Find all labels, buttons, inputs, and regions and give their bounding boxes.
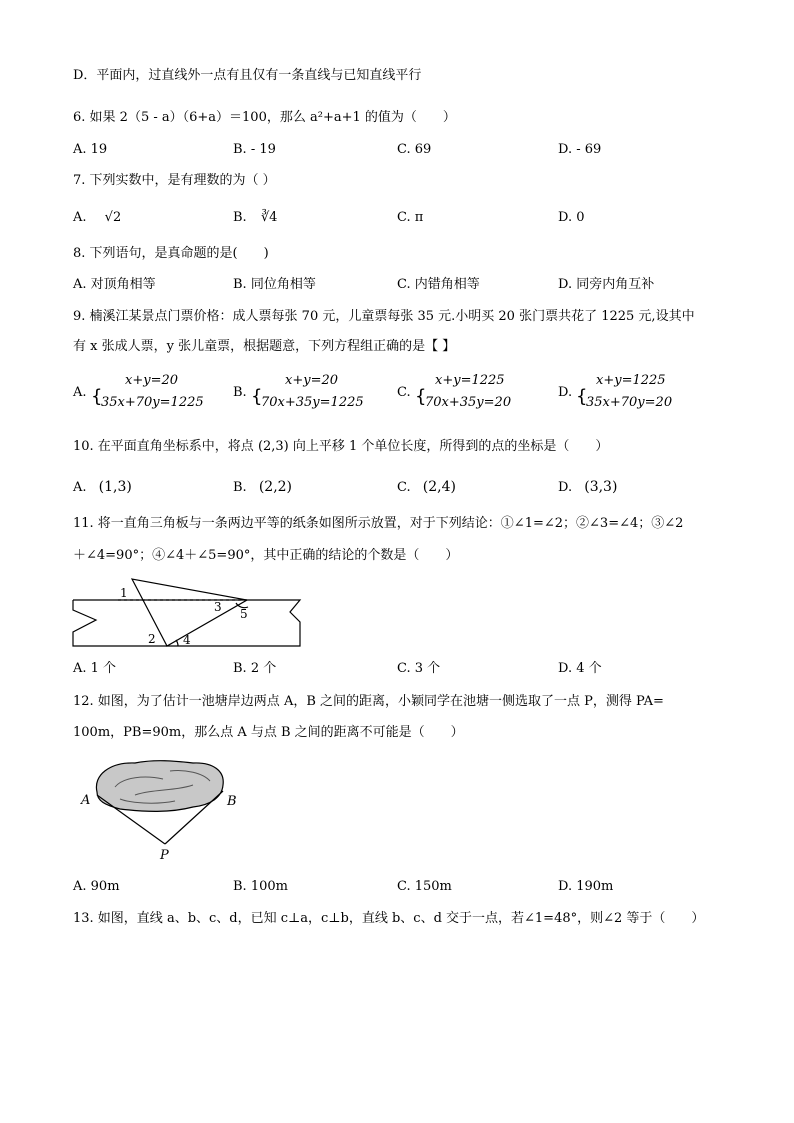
- q11-stem-line2: ＋∠4=90°；④∠4＋∠5=90°，其中正确的结论的个数是（ ）: [73, 548, 459, 563]
- q10-option-b-value: (2,2): [258, 479, 293, 495]
- q8-option-c: C. 内错角相等: [397, 277, 480, 292]
- q11-figure: [70, 575, 310, 655]
- q7-option-a-value: √2: [104, 210, 122, 225]
- q8-option-b: B. 同位角相等: [233, 277, 316, 292]
- q9-option-a-eq1: x+y=20: [125, 373, 179, 388]
- q10-option-b-label: B.: [233, 480, 247, 495]
- q11-option-b: B. 2 个: [233, 661, 277, 676]
- q10-stem: 10. 在平面直角坐标系中，将点 (2,3) 向上平移 1 个单位长度，所得到的点的坐标是（ ）: [73, 439, 609, 454]
- q6-stem: 6. 如果 2（5 - a）（6+a）＝100，那么 a²+a+1 的值为（ ）: [73, 110, 456, 125]
- q7-option-a-label: A.: [73, 210, 87, 225]
- q9-option-b-label: B.: [233, 385, 247, 400]
- q10-option-a: [73, 479, 132, 496]
- angle-3-label: 3: [214, 600, 222, 614]
- q11-option-a: A. 1 个: [73, 661, 117, 676]
- point-b-label: B: [227, 794, 237, 809]
- q10-option-a-label: A.: [73, 480, 87, 495]
- q9-option-b-eq2: 70x+35y=1225: [261, 395, 364, 410]
- q12-stem-line1: 12. 如图，为了估计一池塘岸边两点 A，B 之间的距离，小颖同学在池塘一侧选取了一点 P，测得 PA=: [73, 694, 664, 709]
- q9-option-c-eq2: 70x+35y=20: [425, 395, 512, 410]
- q10-option-c-label: C.: [397, 480, 411, 495]
- q10-option-b: [233, 479, 292, 496]
- q12-option-a: A. 90m: [73, 879, 120, 894]
- angle-4-label: 4: [183, 633, 191, 647]
- q11-option-d: D. 4 个: [558, 661, 602, 676]
- q8-option-a: A. 对顶角相等: [73, 277, 156, 292]
- q9-option-b-eq1: x+y=20: [285, 373, 339, 388]
- q10-option-d-label: D.: [558, 480, 573, 495]
- q10-option-c: [397, 479, 456, 496]
- q6-option-a: A. 19: [73, 142, 108, 157]
- q7-option-a: [73, 210, 121, 226]
- q8-stem: 8. 下列语句，是真命题的是( ): [73, 246, 269, 261]
- q12-stem-line2: 100m，PB=90m，那么点 A 与点 B 之间的距离不可能是（ ）: [73, 725, 464, 740]
- q10-option-c-value: (2,4): [422, 479, 456, 495]
- q12-option-d: D. 190m: [558, 879, 614, 894]
- q7-stem: 7. 下列实数中，是有理数的为（ ）: [73, 173, 276, 188]
- q10-option-d: [558, 479, 617, 496]
- q13-stem: 13. 如图，直线 a、b、c、d，已知 c⊥a，c⊥b，直线 b、c、d 交于一点，若∠1=48°，则∠2 等于（ ）: [73, 911, 705, 926]
- q6-option-c: C. 69: [397, 142, 432, 157]
- q9-option-d-eq2: 35x+70y=20: [586, 395, 673, 410]
- q10-option-a-value: (1,3): [98, 479, 132, 495]
- q10-option-d-value: (3,3): [584, 479, 618, 495]
- q8-option-d: D. 同旁内角互补: [558, 277, 655, 292]
- q7-option-c: C. π: [397, 210, 424, 225]
- q7-option-b-value: ∛4: [260, 210, 278, 225]
- q12-figure: [75, 757, 250, 867]
- point-p-label: P: [160, 848, 169, 863]
- q6-option-b: B. - 19: [233, 142, 276, 157]
- q9-option-d-label: D.: [558, 385, 573, 400]
- q7-option-b-label: B.: [233, 210, 247, 225]
- q9-option-c-label: C.: [397, 385, 411, 400]
- q9-option-a-label: A.: [73, 385, 87, 400]
- q12-option-b: B. 100m: [233, 879, 288, 894]
- angle-5-label: 5: [240, 607, 248, 621]
- point-a-label: A: [81, 793, 91, 808]
- q9-stem-line2: 有 x 张成人票，y 张儿童票，根据题意，下列方程组正确的是【 】: [73, 339, 456, 354]
- q9-option-d-eq1: x+y=1225: [596, 373, 666, 388]
- q7-option-d: D. 0: [558, 210, 585, 225]
- q12-option-c: C. 150m: [397, 879, 452, 894]
- q9-option-a-eq2: 35x+70y=1225: [101, 395, 204, 410]
- q5-option-d: D．平面内，过直线外一点有且仅有一条直线与已知直线平行: [73, 68, 422, 83]
- angle-2-label: 2: [148, 632, 156, 646]
- angle-1-label: 1: [120, 586, 128, 600]
- q6-option-d: D. - 69: [558, 142, 602, 157]
- q9-stem-line1: 9. 楠溪江某景点门票价格：成人票每张 70 元，儿童票每张 35 元.小明买 20 张门票共花了 1225 元,设其中: [73, 309, 695, 324]
- q11-stem-line1: 11. 将一直角三角板与一条两边平等的纸条如图所示放置，对于下列结论：①∠1=∠2；②∠3=∠4；③∠2: [73, 516, 684, 531]
- q9-option-c-eq1: x+y=1225: [435, 373, 505, 388]
- q7-option-b: [233, 210, 277, 226]
- q11-option-c: C. 3 个: [397, 661, 441, 676]
